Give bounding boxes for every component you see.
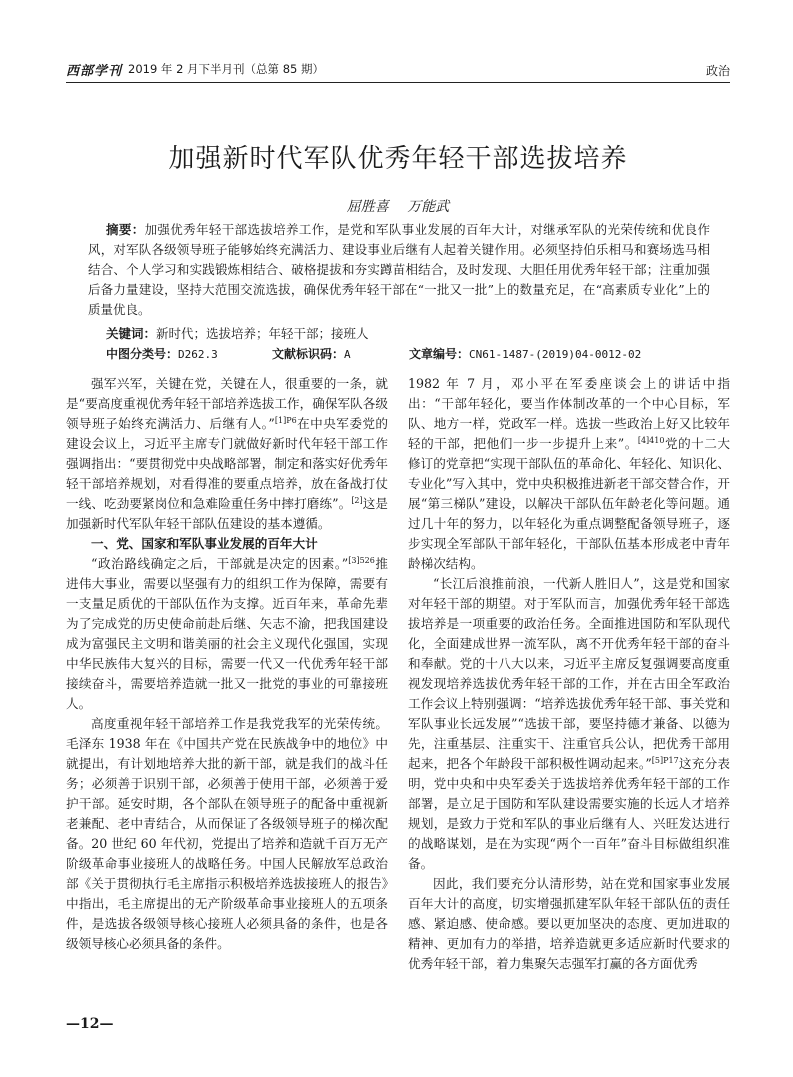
keywords-label: 关键词： [106,326,157,341]
doc-code [272,345,351,362]
article-number-label: 文章编号： [409,347,470,361]
left-column [66,374,388,954]
abstract-label: 摘要： [106,222,145,237]
article-number-value: CN61-1487-(2019)04-0012-02 [469,348,642,361]
citation: [2] [351,495,363,505]
journal-logo: 西部学刊 [66,64,123,79]
authors: 屈胜喜 万能武 [346,199,450,215]
citation: [3]526 [348,555,375,565]
paragraph: “长江后浪推前浪，一代新人胜旧人”，这是党和国家对年轻干部的期望。对于军队而言，加强优秀年轻干部选拔培养是一项重要的政治任务。全面推进国防和军队现代化，全面建成世界一流军队，离不开优秀年轻干部的奋斗和奉献。党的十八大以来，习近平主席反复强调要高度重视发现培养选拔优秀年轻干部的工作，并在古田全军政治工作会议上特别强调：“培养选拔优秀年轻干部、事关党和军队事业长远发展”“选拔干部，要坚持德才兼备、以德为先，注重基层、注重实干、注重官兵公认，把优秀干部用起来，把各个年龄段干部积极性调动起来。”$^{[5]P17}$这充分表明，党中央和中央军委关于选拔培养优秀年轻干部的工作部署，是立足于国防和军队建设需要实施的长远人才培养规划，是致力于党和军队的事业后继有人、兴旺发达进行的战略谋划，是在为实现“两个一百年”奋斗目标做组织准备。 [408,576,730,871]
running-head [66,60,730,83]
citation: [1]P6 [274,415,297,425]
abstract [88,220,710,320]
paragraph: 强军兴军，关键在党，关键在人，很重要的一条，就是“要高度重视优秀年轻干部培养选拔工作，确保军队各级领导班子始终充满活力、后继有人。”$^{[1]P6}$在中央军委党的建设会议上，习近平主席专门就做好新时代年轻干部工作强调指出：“要贯彻党中央战略部署，制定和落实好优秀年轻干部培养规划，对看得准的要重点培养，放在备战打仗一线、吃劲要紧岗位和急难险重任务中摔打磨练”。[2]这是加强新时代军队年轻干部队伍建设的基本遵循。 [66,376,389,531]
paragraph: 高度重视年轻干部培养工作是我党我军的光荣传统。毛泽东 1938 年在《中国共产党在民族战争中的地位》中就提出，有计划地培养大批的新干部，就是我们的战斗任务；必须善于识别干部，必须善于使用干部，必须善于爱护干部。延安时期，各个部队在领导班子的配备中重视新老兼配、老中青结合，从而保证了各级领导班子的梯次配备。20 世纪 60 年代初，党提出了培养和造就千百万无产阶级革命事业接班人的战略任务。中国人民解放军总政治部《关于贯彻执行毛主席指示积极培养选拔接班人的报告》中指出，毛主席提出的无产阶级革命事业接班人的五项条件，是选拔各级领导核心接班人必须具备的条件，也是各级领导核心必须具备的条件。 [66,716,388,951]
issue-info: 2019 年 2 月下半月刊（总第 85 期） [128,62,324,76]
right-column [408,374,730,974]
doc-code-value: A [344,348,351,361]
paragraph: 1982 年 7 月，邓小平在军委座谈会上的讲话中指出：“干部年轻化，要当作体制改革的一个中心目标，军队、地方一样，党政军一样。选拔一些政治上好又比较年轻的干部，把他们一步一步提升上来”。$^{[4]410}$党的十二大修订的党章把“实现干部队伍的革命化、年轻化、知识化、专业化”写入其中，党中央积极推进新老干部交替合作，开展“第三梯队”建设，以解决干部队伍年龄老化等问题。通过几十年的努力，以年轻化为重点调整配备领导班子，逐步实现全军部队干部年轻化，干部队伍基本形成老中青年龄梯次结构。 [408,376,730,571]
abstract-text: 加强优秀年轻干部选拔培养工作，是党和军队事业发展的百年大计，对继承军队的光荣传统和优良作风，对军队各级领导班子能够始终充满活力、建设事业后继有人起着关键作用。必须坚持伯乐相马和赛场选马相结合、个人学习和实践锻炼相结合、破格提拔和夯实蹲苗相结合，及时发现、大胆任用优秀年轻干部；注重加强后备力量建设，坚持大范围交流选拔，确保优秀年轻干部在“一批又一批”上的数量充足，在“高素质专业化”上的质量优良。 [88,222,710,317]
clc-value: D262.3 [178,348,218,361]
clc-label: 中图分类号： [106,347,179,361]
keywords-text: 新时代；选拔培养；年轻干部；接班人 [156,326,369,341]
article-number [409,345,641,362]
keywords [106,324,369,342]
citation: [5]P17 [651,755,679,765]
paragraph: 因此，我们要充分认清形势，站在党和国家事业发展百年大计的高度，切实增强抓建军队年轻干部队伍的责任感、紧迫感、使命感。要以更加坚决的态度、更加进取的精神、更加有力的举措，培养造就更多适应新时代要求的优秀年轻干部，着力集聚矢志强军打赢的各方面优秀 [408,876,730,971]
doc-code-label: 文献标识码： [272,347,345,361]
paragraph: “政治路线确定之后，干部就是决定的因素。”$^{[3]526}$推进伟大事业，需要以坚强有力的组织工作为保障，需要有一支量足质优的干部队伍作为支撑。近百年来，革命先辈为了完成党的历史使命前赴后继、矢志不渝，把我国建设成为富强民主文明和谐美丽的社会主义现代化强国，实现中华民族伟大复兴的目标，需要一代又一代优秀年轻干部接续奋斗，需要培养造就一批又一批党的事业的可靠接班人。 [66,555,389,711]
section-heading: 一、党、国家和军队事业发展的百年大计 [91,536,318,551]
page-number: —12— [66,1016,114,1032]
section-name: 政治 [705,64,730,78]
clc-number [106,345,218,362]
citation: [4]410 [637,435,665,445]
article-title: 加强新时代军队优秀年轻干部选拔培养 [168,144,628,174]
